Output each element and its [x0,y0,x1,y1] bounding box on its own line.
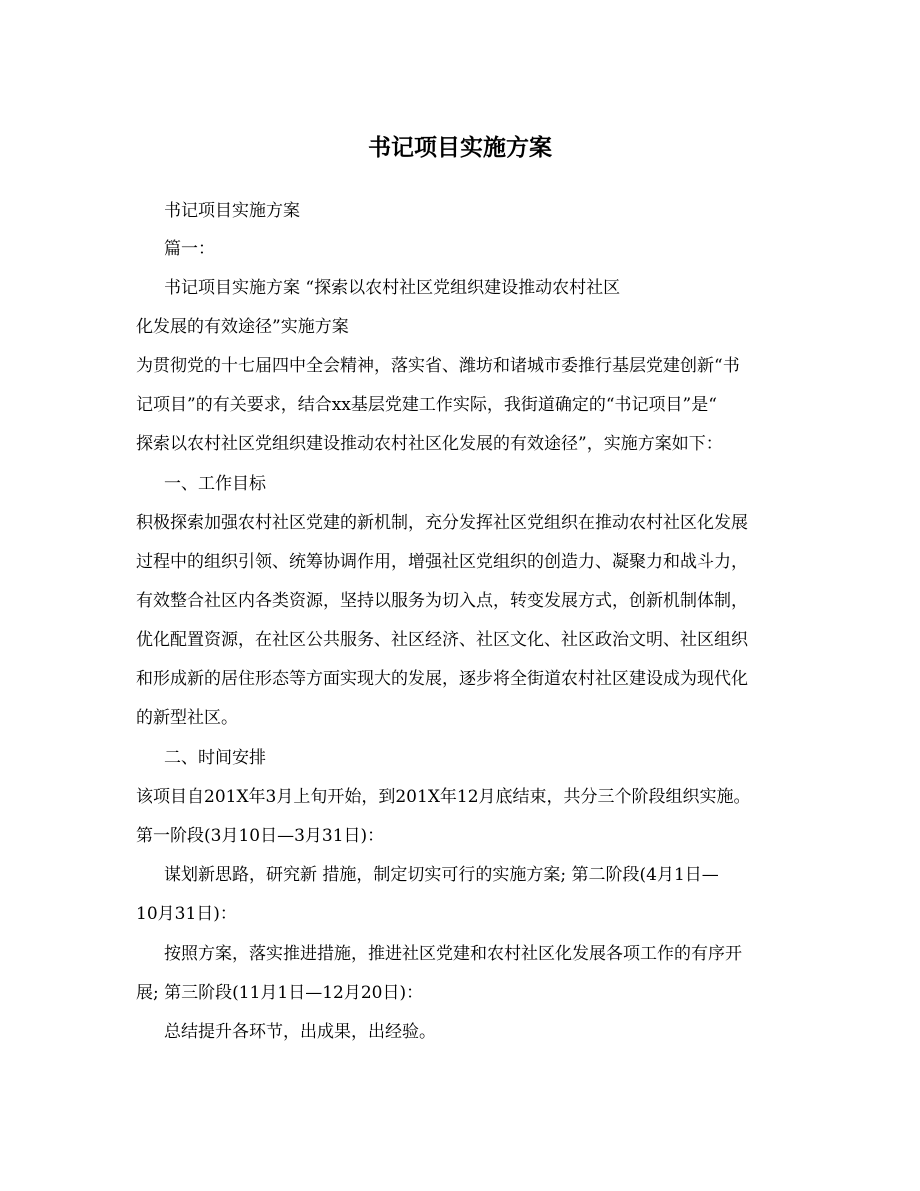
text-line: 记项目”的有关要求，结合xx基层党建工作实际，我街道确定的“书记项目”是“ [136,395,717,415]
text-line: 10月31日)： [136,904,237,924]
text-line: 有效整合社区内各类资源，坚持以服务为切入点，转变发展方式，创新机制体制， [136,591,748,611]
section-heading: 一、工作目标 [164,474,266,494]
text-line: 总结提升各环节，出成果，出经验。 [164,1022,436,1042]
text-line: 积极探索加强农村社区党建的新机制，充分发挥社区党组织在推动农村社区化发展 [136,513,748,533]
text-line: 篇一： [164,239,215,259]
text-line: 过程中的组织引领、统筹协调作用，增强社区党组织的创造力、凝聚力和战斗力， [136,552,748,572]
section-heading: 二、时间安排 [164,748,266,768]
document-title: 书记项目实施方案 [368,134,552,161]
text-line: 书记项目实施方案 “探索以农村社区党组织建设推动农村社区 [164,278,621,298]
text-line: 第一阶段(3月10日—3月31日)： [136,826,385,846]
text-line: 优化配置资源，在社区公共服务、社区经济、社区文化、社区政治文明、社区组织 [136,630,748,650]
text-line: 展; 第三阶段(11月1日—12月20日)： [136,983,424,1003]
text-line: 按照方案，落实推进措施，推进社区党建和农村社区化发展各项工作的有序开 [164,944,742,964]
text-line: 为贯彻党的十七届四中全会精神，落实省、潍坊和诸城市委推行基层党建创新“书 [136,356,740,376]
text-line: 探索以农村社区党组织建设推动农村社区化发展的有效途径”，实施方案如下： [136,434,723,454]
text-line: 谋划新思路，研究新 措施，制定切实可行的实施方案; 第二阶段(4月1日— [164,865,719,885]
text-line: 化发展的有效途径”实施方案 [136,317,349,337]
text-line: 和形成新的居住形态等方面实现大的发展，逐步将全街道农村社区建设成为现代化 [136,669,748,689]
text-line: 书记项目实施方案 [164,201,300,221]
text-line: 该项目自201X年3月上旬开始，到201X年12月底结束，共分三个阶段组织实施。 [136,787,751,807]
text-line: 的新型社区。 [136,708,238,728]
